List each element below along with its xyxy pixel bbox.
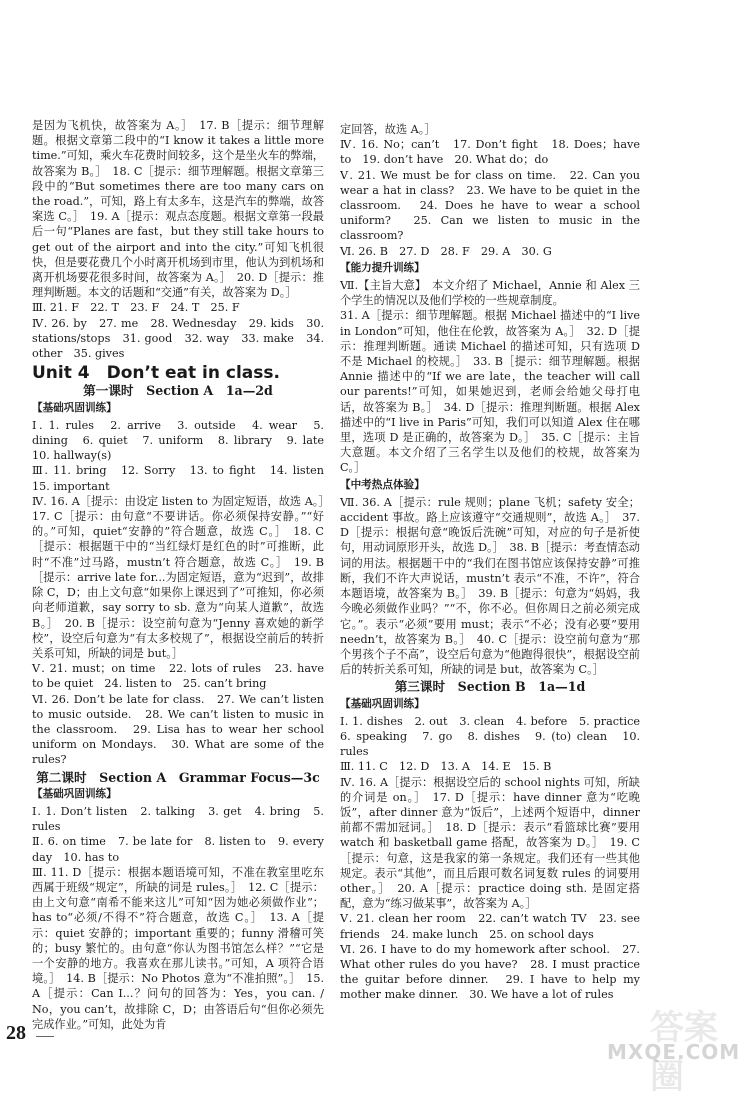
section-tag: 【基础巩固训练】 (340, 697, 425, 710)
answer-paragraph: 定回答，故选 A。］ (340, 123, 436, 136)
answer-paragraph: Ⅲ. 11. bring 12. Sorry 13. to fight 14. listen 15. important (32, 464, 336, 493)
answer-paragraph: Ⅰ. 1. dishes 2. out 3. clean 4. before 5. practice 6. speaking 7. go 8. dishes 9. (to) clean 10. rules (340, 714, 652, 759)
answer-paragraph: 是因为飞机快，故答案为 A。］ 17. B［提示：细节理解题。根据文章第二段中的“I know it takes a little more time.”可知，乘火车花费时间较多，这个是坐火车的弊端，故答案为 B。］ 18. C［提示：细节理解题。根据文章第三段中的“But sometimes there are too many cars on the road.”，可知，路上有太多车，这是汽车的弊端，故答案选 C。］ 19. A［提示：观点态度题。根据文章第一段最后一句“Planes are fast，but they still take hours to get out of the airport and into the city.”可知飞机很快，但是要花费几个小时离开机场到市里，他认为到机场和离开机场要花很多时间，故答案为 A。］ 20. D［提示：推理判断题。本文的话题和“交通”有关，故答案为 D。］ (32, 119, 325, 300)
answer-paragraph: Ⅳ. 16. A［提示：由设定 listen to 为固定短语，故选 A。］ 17. C［提示：由句意“不要讲话。你必须保持安静。”“好的。”可知，quiet“安静的”符合题意，故选 C。］ 18. C［提示：根据题干中的“当红绿灯是红色的时”可推断，此时“不准”过马路，mustn’t 符合题意，故选 C。］ 19. B［提示：arrive late for...为固定短语，意为“迟到”，故排除 C，D；由上文句意“如果你上课迟到了”可推知，你必须向老师道歉，say sorry to sb. 意为“向某人道歉”，故选 B。］ 20. B［提示：设空前句意为“Jenny 喜欢她的新学校”，设空后句意为“有太多校规了”，根据设空前后的转折关系可知，所缺的词是 but。］ (32, 494, 336, 660)
page-number: 28 (6, 1022, 26, 1044)
answer-paragraph: Ⅵ. 26. B 27. D 28. F 29. A 30. G (340, 244, 552, 258)
answer-paragraph: Ⅶ. 36. A［提示：rule 规则；plane 飞机；safety 安全；accident 事故。路上应该遵守“交通规则”，故选 A。］ 37. D［提示：根据句意“晚饭后洗碗”可知，对应的句子是祈使句，用动词原形开头，故选 D。］ 38. B［提示：考查情态动词的用法。根据题干中的“我们在图书馆应该保持安静”可推断，我们不许大声说话，mustn’t 表示“不准，不许”，符合本题语境，故答案为 B。］ 39. B［提示：句意为“妈妈，我今晚必须做作业吗？”“不，你不必。但你周日之前必须完成它。”。表示“必须”要用 must；表示“不必；没有必要”要用 needn’t，故答案为 B。］ 40. C［提示：设空前句意为“那个男孩个子不高”，设空后句意为“他跑得很快”，根据设空前后的转折关系可知，所缺的词是 but，故答案为 C。］ (340, 495, 640, 677)
answer-paragraph: Ⅲ. 11. D［提示：根据本题语境可知，不准在教室里吃东西属于班级“规定”，所缺的词是 rules。］ 12. C［提示：由上文句意“南希不能来这儿”可知“因为她必须做作业”；has to“必须/不得不”符合题意，故选 C。］ 13. A［提示：quiet 安静的；important 重要的；funny 滑稽可笑的；busy 繁忙的。由句意“你认为图书馆怎么样？”“它是一个安静的地方。我喜欢在那儿读书。”可知，A 项符合语境。］ 14. B［提示：No Photos 意为“不准拍照”。］ 15. A［提示：Can I...？问句的回答为：Yes，you can. / No，you can’t，故排除 C，D；由答语后句“但你必须先完成作业。”可知，此处为肯 (32, 865, 324, 1031)
answer-paragraph: Ⅳ. 16. No；can’t 17. Don’t fight 18. Does；have to 19. don’t have 20. What do；do (340, 138, 640, 167)
answer-paragraph: Ⅰ. 1. rules 2. arrive 3. outside 4. wear 5. dining 6. quiet 7. uniform 8. library 9. late 10. hallway(s) (32, 418, 336, 463)
answer-paragraph: Ⅳ. 16. A［提示：根据设空后的 school nights 可知，所缺的介词是 on。］ 17. D［提示：have dinner 意为“吃晚饭”，after dinner 意为“饭后”，上述两个短语中，dinner 前都不需加冠词。］ 18. D［提示：表示“看篮球比赛”要用 watch 和 basketball game 搭配，故答案为 D。］ 19. C［提示：句意，这是我家的第一条规定。我们还有一些其他规定。表示“其他”，而且后跟可数名词复数 rules 的词要用 other。］ 20. A［提示：practice doing sth. 是固定搭配，意为“练习做某事”，故答案为 A。］ (340, 775, 640, 911)
watermark-logo: 答案圈 (650, 1008, 718, 1097)
watermark-text: MXQE.COM (607, 1040, 741, 1064)
unit-heading: Unit 4 Don’t eat in class. (32, 363, 280, 384)
answer-paragraph: Ⅳ. 26. by 27. me 28. Wednesday 29. kids 30. stations/stops 31. good 32. way 33. make 34. other 35. gives (32, 316, 324, 361)
answer-paragraph: 31. A［提示：细节理解题。根据 Michael 描述中的“I live in London”可知，他住在伦敦，故答案为 A。］ 32. D［提示：推理判断题。通读 Michael 的描述可知，只有选项 D 不是 Michael 的校规。］ 33. B［提示：细节理解题。根据 Annie 描述中的“If we are late，the teacher will call our parents!”可知，如果她迟到，老师会给她父母打电话，故答案为 B。］ 34. D［提示：推理判断题。根据 Alex 描述中的“I live in Paris”可知，我们可以知道 Alex 住在哪里，选项 D 是正确的，故答案为 D。］ 35. C［提示：主旨大意题。本文介绍了三名学生以及他们的校规，故答案为 C。］ (340, 309, 640, 475)
section-tag: 【基础巩固训练】 (32, 787, 117, 800)
answer-paragraph: Ⅲ. 21. F 22. T 23. F 24. T 25. F (32, 301, 240, 315)
answer-paragraph: Ⅰ. 1. Don’t listen 2. talking 3. get 4. bring 5. rules (32, 804, 324, 834)
answer-paragraph: Ⅴ. 21. We must be for class on time. 22. Can you wear a hat in class? 23. We have to be quiet in the classroom. 24. Does he have to wear a school uniform? 25. Can we listen to music in the classroom? (340, 168, 640, 243)
answer-paragraph: Ⅲ. 11. C 12. D 13. A 14. E 15. B (340, 760, 552, 774)
section-tag: 【中考热点体验】 (340, 478, 425, 491)
page-number-rule (36, 1036, 54, 1037)
answer-paragraph: Ⅴ. 21. must；on time 22. lots of rules 23. have to be quiet 24. listen to 25. can’t bring (32, 662, 324, 691)
section-tag: 【能力提升训练】 (340, 261, 425, 274)
right-column (340, 122, 652, 1003)
answer-paragraph: Ⅶ.【主旨大意】 本文介绍了 Michael，Annie 和 Alex 三个学生的情况以及他们学校的一些规章制度。 (340, 279, 640, 308)
section-tag: 【基础巩固训练】 (32, 401, 117, 414)
answer-paragraph: Ⅴ. 21. clean her room 22. can’t watch TV 23. see friends 24. make lunch 25. on school days (340, 912, 640, 941)
left-column (32, 118, 336, 1032)
lesson-heading: 第三课时 Section B 1a—1d (394, 679, 586, 695)
answer-paragraph: Ⅵ. 26. I have to do my homework after school. 27. What other rules do you have? 28. I must practice the guitar before dinner. 29. I have to help my mother make dinner. 30. We have a lot of rules (340, 942, 640, 1002)
lesson-heading: 第一课时 Section A 1a—2d (83, 383, 273, 399)
answer-paragraph: Ⅵ. 26. Don’t be late for class. 27. We can’t listen to music outside. 28. We can’t listen to music in the classroom. 29. Lisa has to wear her school uniform on Mondays. 30. What are some of the rules? (32, 692, 324, 767)
lesson-heading: 第二课时 Section A Grammar Focus—3c (36, 769, 320, 785)
answer-paragraph: Ⅱ. 6. on time 7. be late for 8. listen to 9. every day 10. has to (32, 835, 324, 864)
